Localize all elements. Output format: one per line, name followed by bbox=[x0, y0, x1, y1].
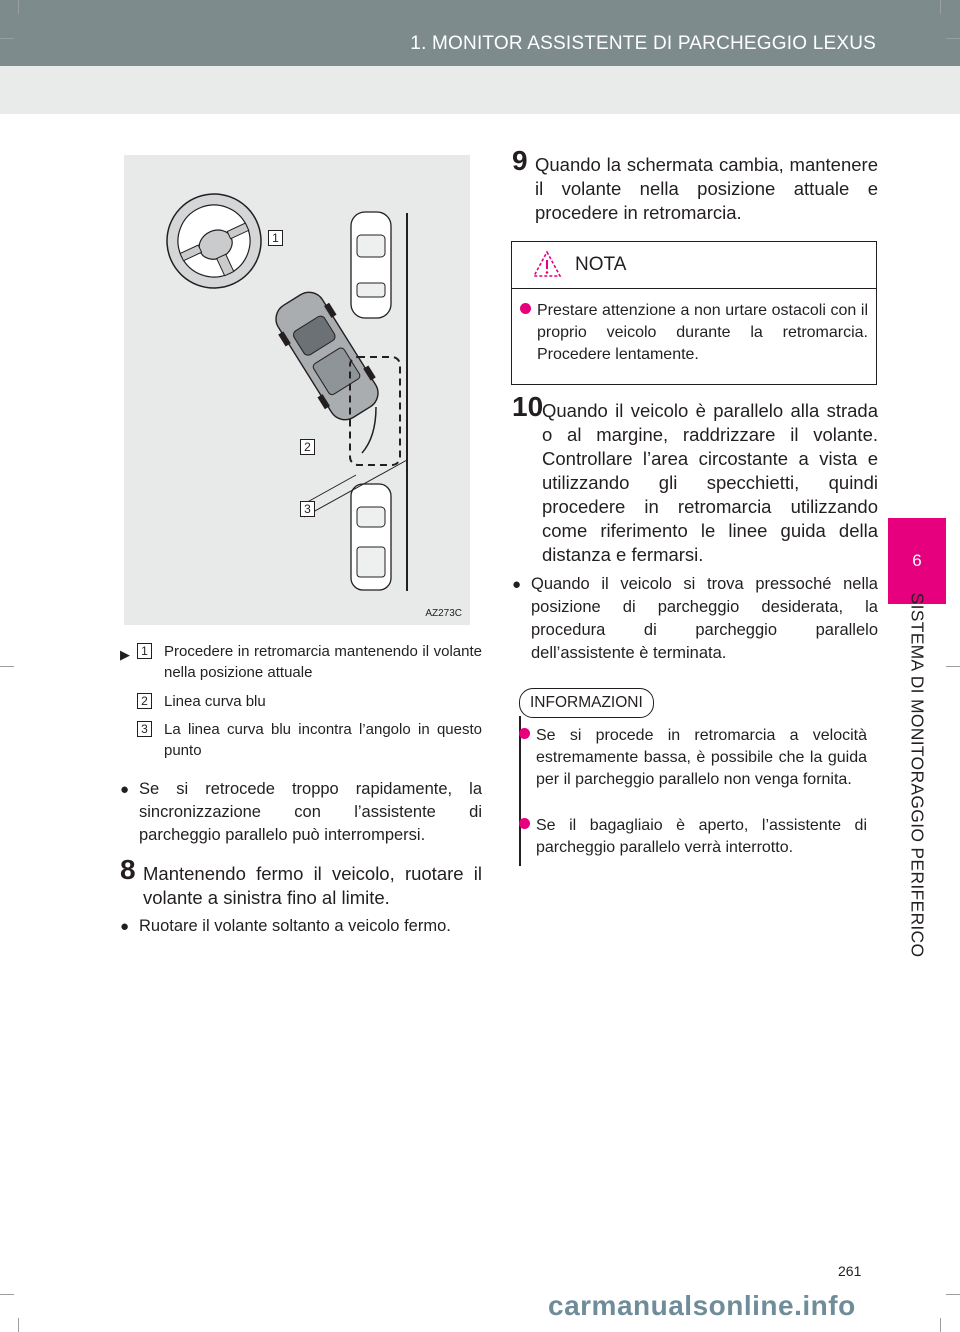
info-text: Se si procede in retromarcia a velocità estremamente bassa, è possibile che la guida per il parcheggio parallelo non venga fornita. bbox=[536, 727, 867, 788]
crop-mark bbox=[18, 1318, 19, 1332]
watermark: carmanualsonline.info bbox=[548, 1290, 856, 1321]
nota-title: NOTA bbox=[575, 254, 627, 275]
crop-mark bbox=[0, 1294, 14, 1295]
step-text: Quando la schermata cambia, mantenere il volante nella posizione attuale e procedere in retromarcia. bbox=[535, 154, 878, 223]
info-text: Se il bagagliaio è aperto, l’assistente di parcheggio parallelo verrà interrotto. bbox=[536, 817, 867, 856]
bullet-icon: ● bbox=[120, 918, 130, 935]
crop-mark bbox=[946, 666, 960, 667]
parking-diagram bbox=[124, 155, 470, 625]
bullet-text: Quando il veicolo si trova pressoché nella posizione di parcheggio desiderata, la procedura di parcheggio parallelo dell’assistente è terminata. bbox=[531, 575, 878, 662]
info-item bbox=[519, 815, 867, 859]
chapter-number: 6 bbox=[912, 551, 922, 570]
figure-code: AZ273C bbox=[425, 608, 462, 619]
bullet-icon bbox=[519, 818, 530, 829]
nota-header bbox=[512, 242, 876, 289]
nota-box bbox=[511, 241, 877, 385]
callout-1: 1 bbox=[268, 230, 283, 246]
parked-car-rear bbox=[351, 484, 391, 590]
parked-car-front bbox=[351, 212, 391, 318]
bullet-text: Ruotare il volante soltanto a veicolo fermo. bbox=[139, 917, 451, 935]
parking-illustration bbox=[124, 155, 470, 625]
callout-3: 3 bbox=[300, 501, 315, 517]
steering-wheel-icon bbox=[152, 179, 277, 304]
crop-mark bbox=[946, 38, 960, 39]
nota-text: Prestare attenzione a non urtare ostacoli con il proprio veicolo durante la retromarcia. Procedere lentamente. bbox=[537, 302, 868, 363]
bullet-paragraph bbox=[120, 915, 482, 938]
crop-mark bbox=[0, 38, 14, 39]
legend-num: 2 bbox=[137, 693, 152, 709]
step-text: Quando il veicolo è parallelo alla strada o al margine, raddrizzare il volante. Controllare l’area circostante a vista e utilizzando gli specchietti, quindi procedere in retromarcia utilizzando come riferimento le linee guida della distanza e fermarsi. bbox=[542, 400, 878, 565]
crop-mark bbox=[18, 0, 19, 14]
legend-text: Linea curva blu bbox=[164, 693, 266, 710]
chapter-title: 1. MONITOR ASSISTENTE DI PARCHEGGIO LEXUS bbox=[410, 33, 876, 54]
page-number: 261 bbox=[838, 1263, 862, 1279]
crop-mark bbox=[946, 1294, 960, 1295]
step-8 bbox=[120, 854, 482, 910]
bullet-text: Se si retrocede troppo rapidamente, la sincronizzazione con l’assistente di parcheggio parallelo può interrompersi. bbox=[139, 780, 482, 844]
legend-text: La linea curva blu incontra l’angolo in questo punto bbox=[164, 721, 482, 759]
step-text: Mantenendo fermo il veicolo, ruotare il volante a sinistra fino al limite. bbox=[143, 863, 482, 908]
crop-mark bbox=[0, 666, 14, 667]
legend-text: Procedere in retromarcia mantenendo il volante nella posizione attuale bbox=[164, 643, 482, 681]
step-10 bbox=[512, 391, 878, 567]
step-number: 10 bbox=[512, 391, 544, 422]
info-item bbox=[519, 725, 867, 791]
legend-num: 3 bbox=[137, 721, 152, 737]
blue-curve-line bbox=[362, 407, 376, 453]
chapter-side-title: SISTEMA DI MONITORAGGIO PERIFERICO bbox=[907, 592, 928, 958]
chapter-tab bbox=[888, 518, 946, 604]
nota-item bbox=[520, 300, 868, 366]
bullet-icon bbox=[519, 728, 530, 739]
crop-mark bbox=[940, 1318, 941, 1332]
informazioni-tag: INFORMAZIONI bbox=[519, 688, 654, 718]
bullet-icon bbox=[520, 303, 531, 314]
step-number: 9 bbox=[512, 145, 528, 176]
bullet-icon: ● bbox=[512, 576, 522, 593]
arrow-icon: ▶ bbox=[120, 647, 130, 662]
bullet-icon: ● bbox=[120, 781, 130, 798]
step-number: 8 bbox=[120, 854, 136, 885]
header-subband bbox=[0, 66, 960, 114]
step-9 bbox=[512, 145, 878, 225]
bullet-paragraph bbox=[512, 573, 878, 665]
warning-icon bbox=[532, 250, 562, 278]
callout-2: 2 bbox=[300, 439, 315, 455]
legend-num: 1 bbox=[137, 643, 152, 659]
bullet-paragraph bbox=[120, 778, 482, 847]
crop-mark bbox=[940, 0, 941, 14]
